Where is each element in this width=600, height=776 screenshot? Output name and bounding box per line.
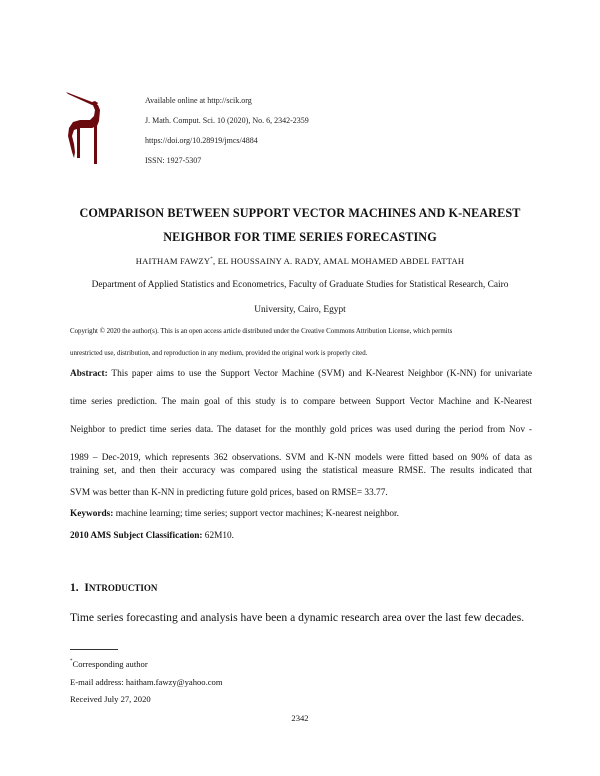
ams-label: 2010 AMS Subject Classification:	[70, 531, 203, 541]
abstract-line-3: Neighbor to predict time series data. The dataset for the monthly gold prices was used during the period from Nov -	[70, 425, 532, 435]
corresponding-text: Corresponding author	[72, 659, 148, 669]
section-title-rest: NTRODUCTION	[88, 583, 158, 593]
keywords-line	[70, 509, 532, 519]
abstract-text: This paper aims to use the Support Vector Machine (SVM) and K-Nearest Neighbor (K-NN) for univariate	[107, 369, 532, 379]
authors	[0, 256, 600, 266]
keywords-text: machine learning; time series; support vector machines; K-nearest neighbor.	[113, 509, 399, 519]
copyright-line-2: unrestricted use, distribution, and reproduction in any medium, provided the original work is properly cited.	[70, 350, 368, 357]
affiliation-line-2: University, Cairo, Egypt	[254, 305, 346, 315]
author-first: HAITHAM FAWZY	[135, 256, 211, 266]
footnote-mark: *	[70, 659, 73, 664]
abstract-line-4: 1989 – Dec-2019, which represents 362 observations. SVM and K-NN models were fitted based on 90% of data as	[70, 453, 532, 463]
gazelle-logo-icon	[62, 88, 112, 164]
footnote-email: E-mail address: haitham.fawzy@yahoo.com	[70, 677, 223, 687]
abstract-line-5: training set, and then their accuracy was compared using the statistical measure RMSE. The results indicated that	[70, 466, 532, 476]
paper-title-line-2: NEIGHBOR FOR TIME SERIES FORECASTING	[163, 230, 437, 244]
keywords-label: Keywords:	[70, 509, 114, 519]
author-mark: *	[210, 257, 213, 263]
page-number: 2342	[291, 713, 309, 723]
introduction-first-line: Time series forecasting and analysis have been a dynamic research area over the last few decades.	[70, 611, 525, 624]
section-heading-introduction	[70, 582, 157, 594]
abstract-label: Abstract:	[70, 369, 108, 379]
footnote-corresponding-author	[70, 659, 148, 669]
section-number: 1.	[70, 582, 79, 594]
section-title-initial: I	[84, 582, 89, 594]
copyright-line-1: Copyright © 2020 the author(s). This is an open access article distributed under the Creative Commons Attribution License, which permits	[70, 328, 453, 335]
affiliation-line-1: Department of Applied Statistics and Econometrics, Faculty of Graduate Studies for Statistical Research, Cairo	[91, 280, 509, 290]
abstract-line-1	[70, 369, 532, 379]
authors-rest: , EL HOUSSAINY A. RADY, AMAL MOHAMED ABDEL FATTAH	[213, 256, 465, 266]
ams-value: 62M10.	[202, 531, 234, 541]
doi-link[interactable]: https://doi.org/10.28919/jmcs/4884	[145, 136, 258, 145]
footnote-received: Received July 27, 2020	[70, 694, 151, 704]
issn-text: ISSN: 1927-5307	[145, 156, 202, 165]
abstract-line-6: SVM was better than K-NN in predicting future gold prices, based on RMSE= 33.77.	[70, 488, 388, 498]
ams-classification-line	[70, 531, 532, 541]
abstract-line-2: time series prediction. The main goal of this study is to compare between Support Vector Machine and K-Nearest	[70, 397, 532, 407]
journal-citation: J. Math. Comput. Sci. 10 (2020), No. 6, 2342-2359	[145, 116, 309, 125]
footnote-divider	[70, 649, 118, 650]
available-online-text: Available online at http://scik.org	[145, 96, 252, 105]
paper-title-line-1: COMPARISON BETWEEN SUPPORT VECTOR MACHINES AND K-NEAREST	[79, 206, 521, 220]
